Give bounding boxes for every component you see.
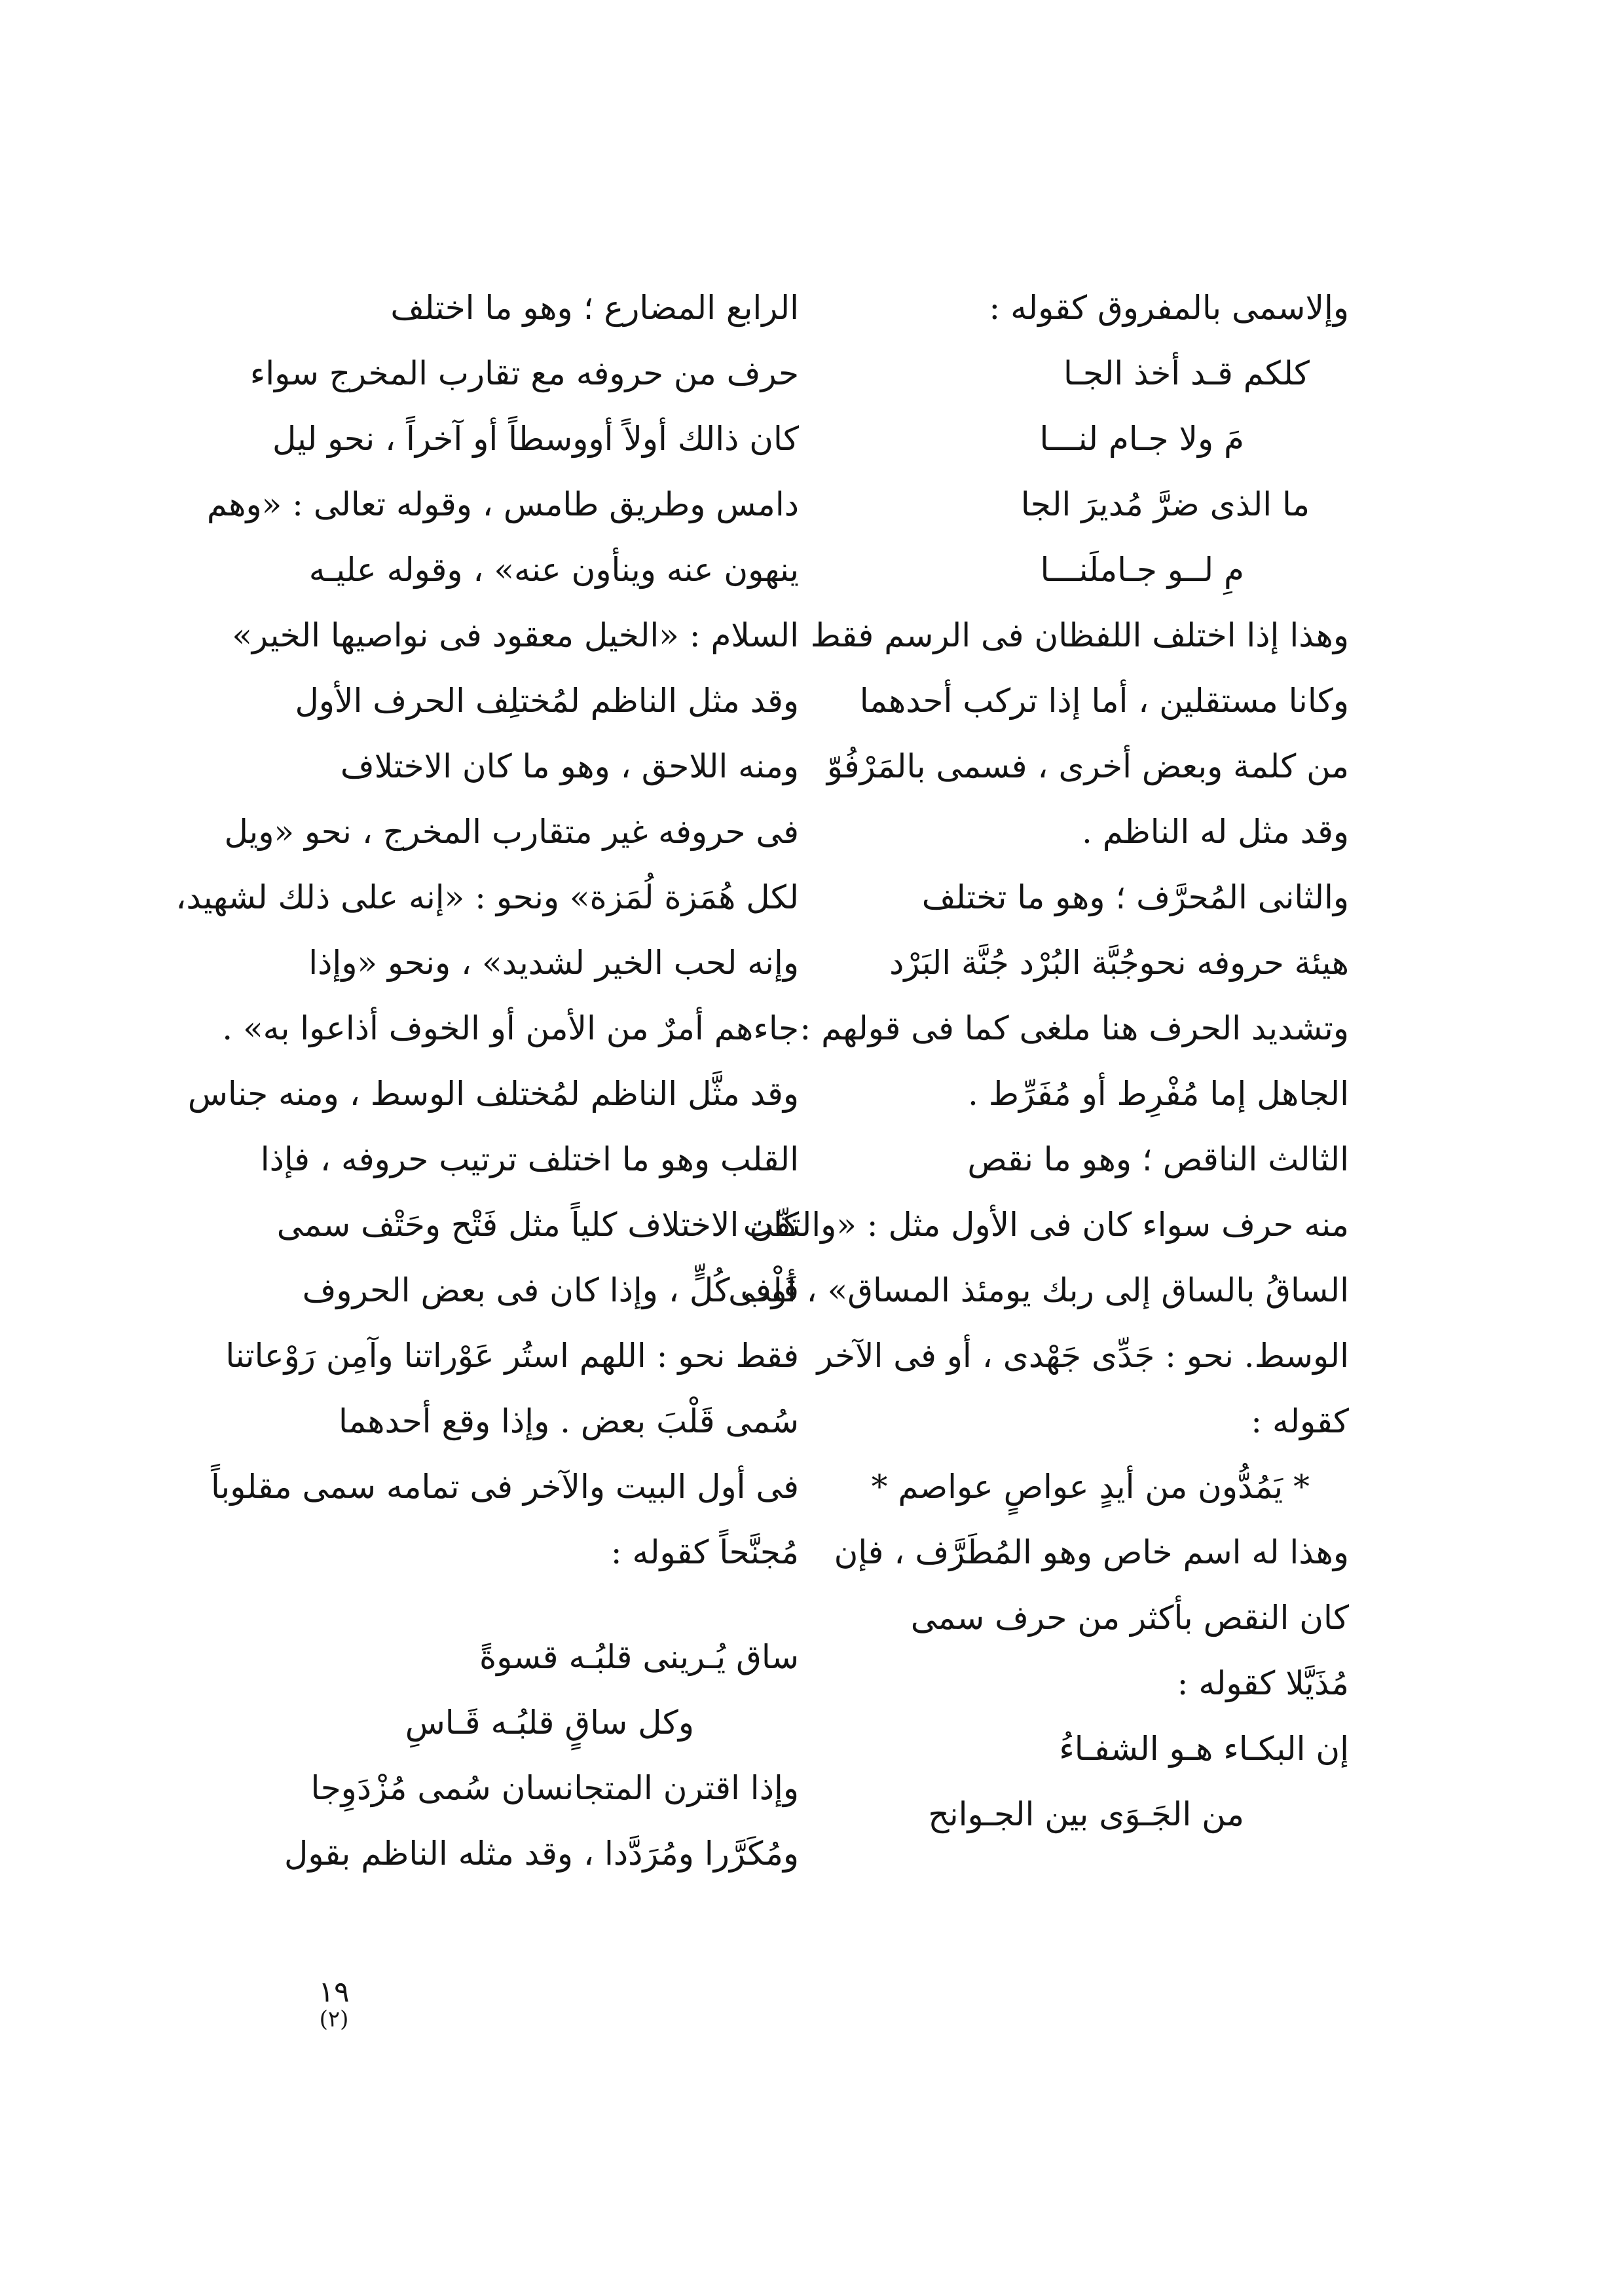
text-line: كقوله : xyxy=(1251,1402,1349,1440)
text-line: فى حروفه غير متقارب المخرج ، نحو «ويل xyxy=(224,813,799,851)
text-line: السلام : «الخيل معقود فى نواصيها الخير» xyxy=(232,616,799,654)
text-line: والثانى المُحرَّف ؛ وهو ما تختلف xyxy=(921,878,1349,916)
text-line: فقط نحو : اللهم استُر عَوْراتنا وآمِن رَوْعاتنا xyxy=(225,1337,799,1375)
text-line: فى أول البيت والآخر فى تمامه سمى مقلوباً xyxy=(211,1468,799,1506)
verse-line: ساق يُـرينى قلبُـه قسوةً xyxy=(479,1638,799,1676)
text-line: جاءهم أمرٌ من الأمن أو الخوف أذاعوا به» . xyxy=(222,1009,799,1047)
text-line: كان ذالك أولاً أووسطاً أو آخراً ، نحو ليل xyxy=(272,420,799,458)
text-line: مُجنَّحاً كقوله : xyxy=(610,1533,799,1571)
text-line: الثالث الناقص ؛ وهو ما نقص xyxy=(967,1140,1349,1178)
text-line: الوسط. نحو : جَدِّى جَهْدى ، أو فى الآخر xyxy=(817,1337,1349,1375)
text-line: وهذا إذا اختلف اللفظان فى الرسم فقط xyxy=(810,616,1349,654)
text-line: الساقُ بالساق إلى ربك يومئذ المساق» ، أوفى xyxy=(728,1271,1349,1309)
signature-mark: (٢) xyxy=(319,2006,349,2032)
verse-line: من الجَـوَى بين الجـوانح xyxy=(928,1795,1244,1833)
text-line: ينهون عنه وينأون عنه» ، وقوله عليـه xyxy=(308,551,799,589)
verse-line: مَ ولا جـام لنـــا xyxy=(1039,420,1244,458)
text-line: قَلْب كُلٍّ ، وإذا كان فى بعض الحروف xyxy=(302,1271,799,1309)
text-line: الرابع المضارع ؛ وهو ما اختلف xyxy=(390,289,799,327)
text-line: سُمى قَلْبَ بعض . وإذا وقع أحدهما xyxy=(339,1402,799,1440)
text-line: كان النقص بأكثر من حرف سمى xyxy=(910,1599,1349,1637)
text-line: حرف من حروفه مع تقارب المخرج سواء xyxy=(249,354,799,392)
text-line: دامس وطريق طامس ، وقوله تعالى : «وهم xyxy=(206,485,799,523)
verse-spacer xyxy=(288,1585,799,1624)
left-column xyxy=(175,275,799,1886)
text-line: من كلمة وبعض أخرى ، فسمى بالمَرْفُوّ xyxy=(826,747,1349,785)
verse-line: ما الذى ضرَّ مُديرَ الجا xyxy=(1020,485,1310,523)
verse-line: وكل ساقٍ قلبُـه قَـاسِ xyxy=(405,1704,694,1742)
text-line: كان الاختلاف كلياً مثل فَتْح وحَتْف سمى xyxy=(276,1206,799,1244)
text-line: ومُكَرَّرا ومُرَدَّدا ، وقد مثله الناظم بقول xyxy=(284,1835,799,1873)
verse-line: * يَمُدُّون من أيدٍ عواصٍ عواصم * xyxy=(871,1468,1310,1506)
text-line: ومنه اللاحق ، وهو ما كان الاختلاف xyxy=(340,747,799,785)
text-line: وقد مثل له الناظم . xyxy=(1081,813,1349,851)
text-line: وقد مثل الناظم لمُختلِف الحرف الأول xyxy=(295,682,799,720)
text-line: وهذا له اسم خاص وهو المُطَرَّف ، فإن xyxy=(834,1533,1349,1571)
text-line: وإنه لحب الخير لشديد» ، ونحو «وإذا xyxy=(308,944,799,982)
text-line: القلب وهو ما اختلف ترتيب حروفه ، فإذا xyxy=(260,1140,799,1178)
right-column xyxy=(728,275,1349,1847)
verse-line: مِ لــو جـاملَنـــا xyxy=(1040,551,1244,589)
text-line: وقد مثَّل الناظم لمُختلف الوسط ، ومنه جناس xyxy=(187,1075,799,1113)
page-number-main: ١٩ xyxy=(318,1975,350,2009)
text-line: وتشديد الحرف هنا ملغى كما فى قولهم : xyxy=(800,1009,1349,1047)
verse-line: كلكم قـد أخذ الجـا xyxy=(1063,354,1310,392)
text-line: وكانا مستقلين ، أما إذا تركب أحدهما xyxy=(859,682,1349,720)
text-line: وإلاسمى بالمفروق كقوله : xyxy=(989,289,1349,327)
text-line: لكل هُمَزة لُمَزة» ونحو : «إنه على ذلك لشهيد، xyxy=(175,878,799,916)
text-line: الجاهل إما مُفْرِط أو مُفَرِّط . xyxy=(968,1075,1349,1113)
text-line: مُذَيَّلا كقوله : xyxy=(1177,1664,1349,1702)
text-line: وإذا اقترن المتجانسان سُمى مُزْدَوِجا xyxy=(310,1769,799,1807)
verse-line: إن البكـاء هـو الشفـاءُ xyxy=(1059,1730,1349,1768)
page-number xyxy=(308,1975,360,2032)
text-line: هيئة حروفه نحوجُبَّة البُرْد جُنَّة البَرْد xyxy=(889,944,1349,982)
text-line: منه حرف سواء كان فى الأول مثل : «والتفّت xyxy=(743,1206,1349,1244)
